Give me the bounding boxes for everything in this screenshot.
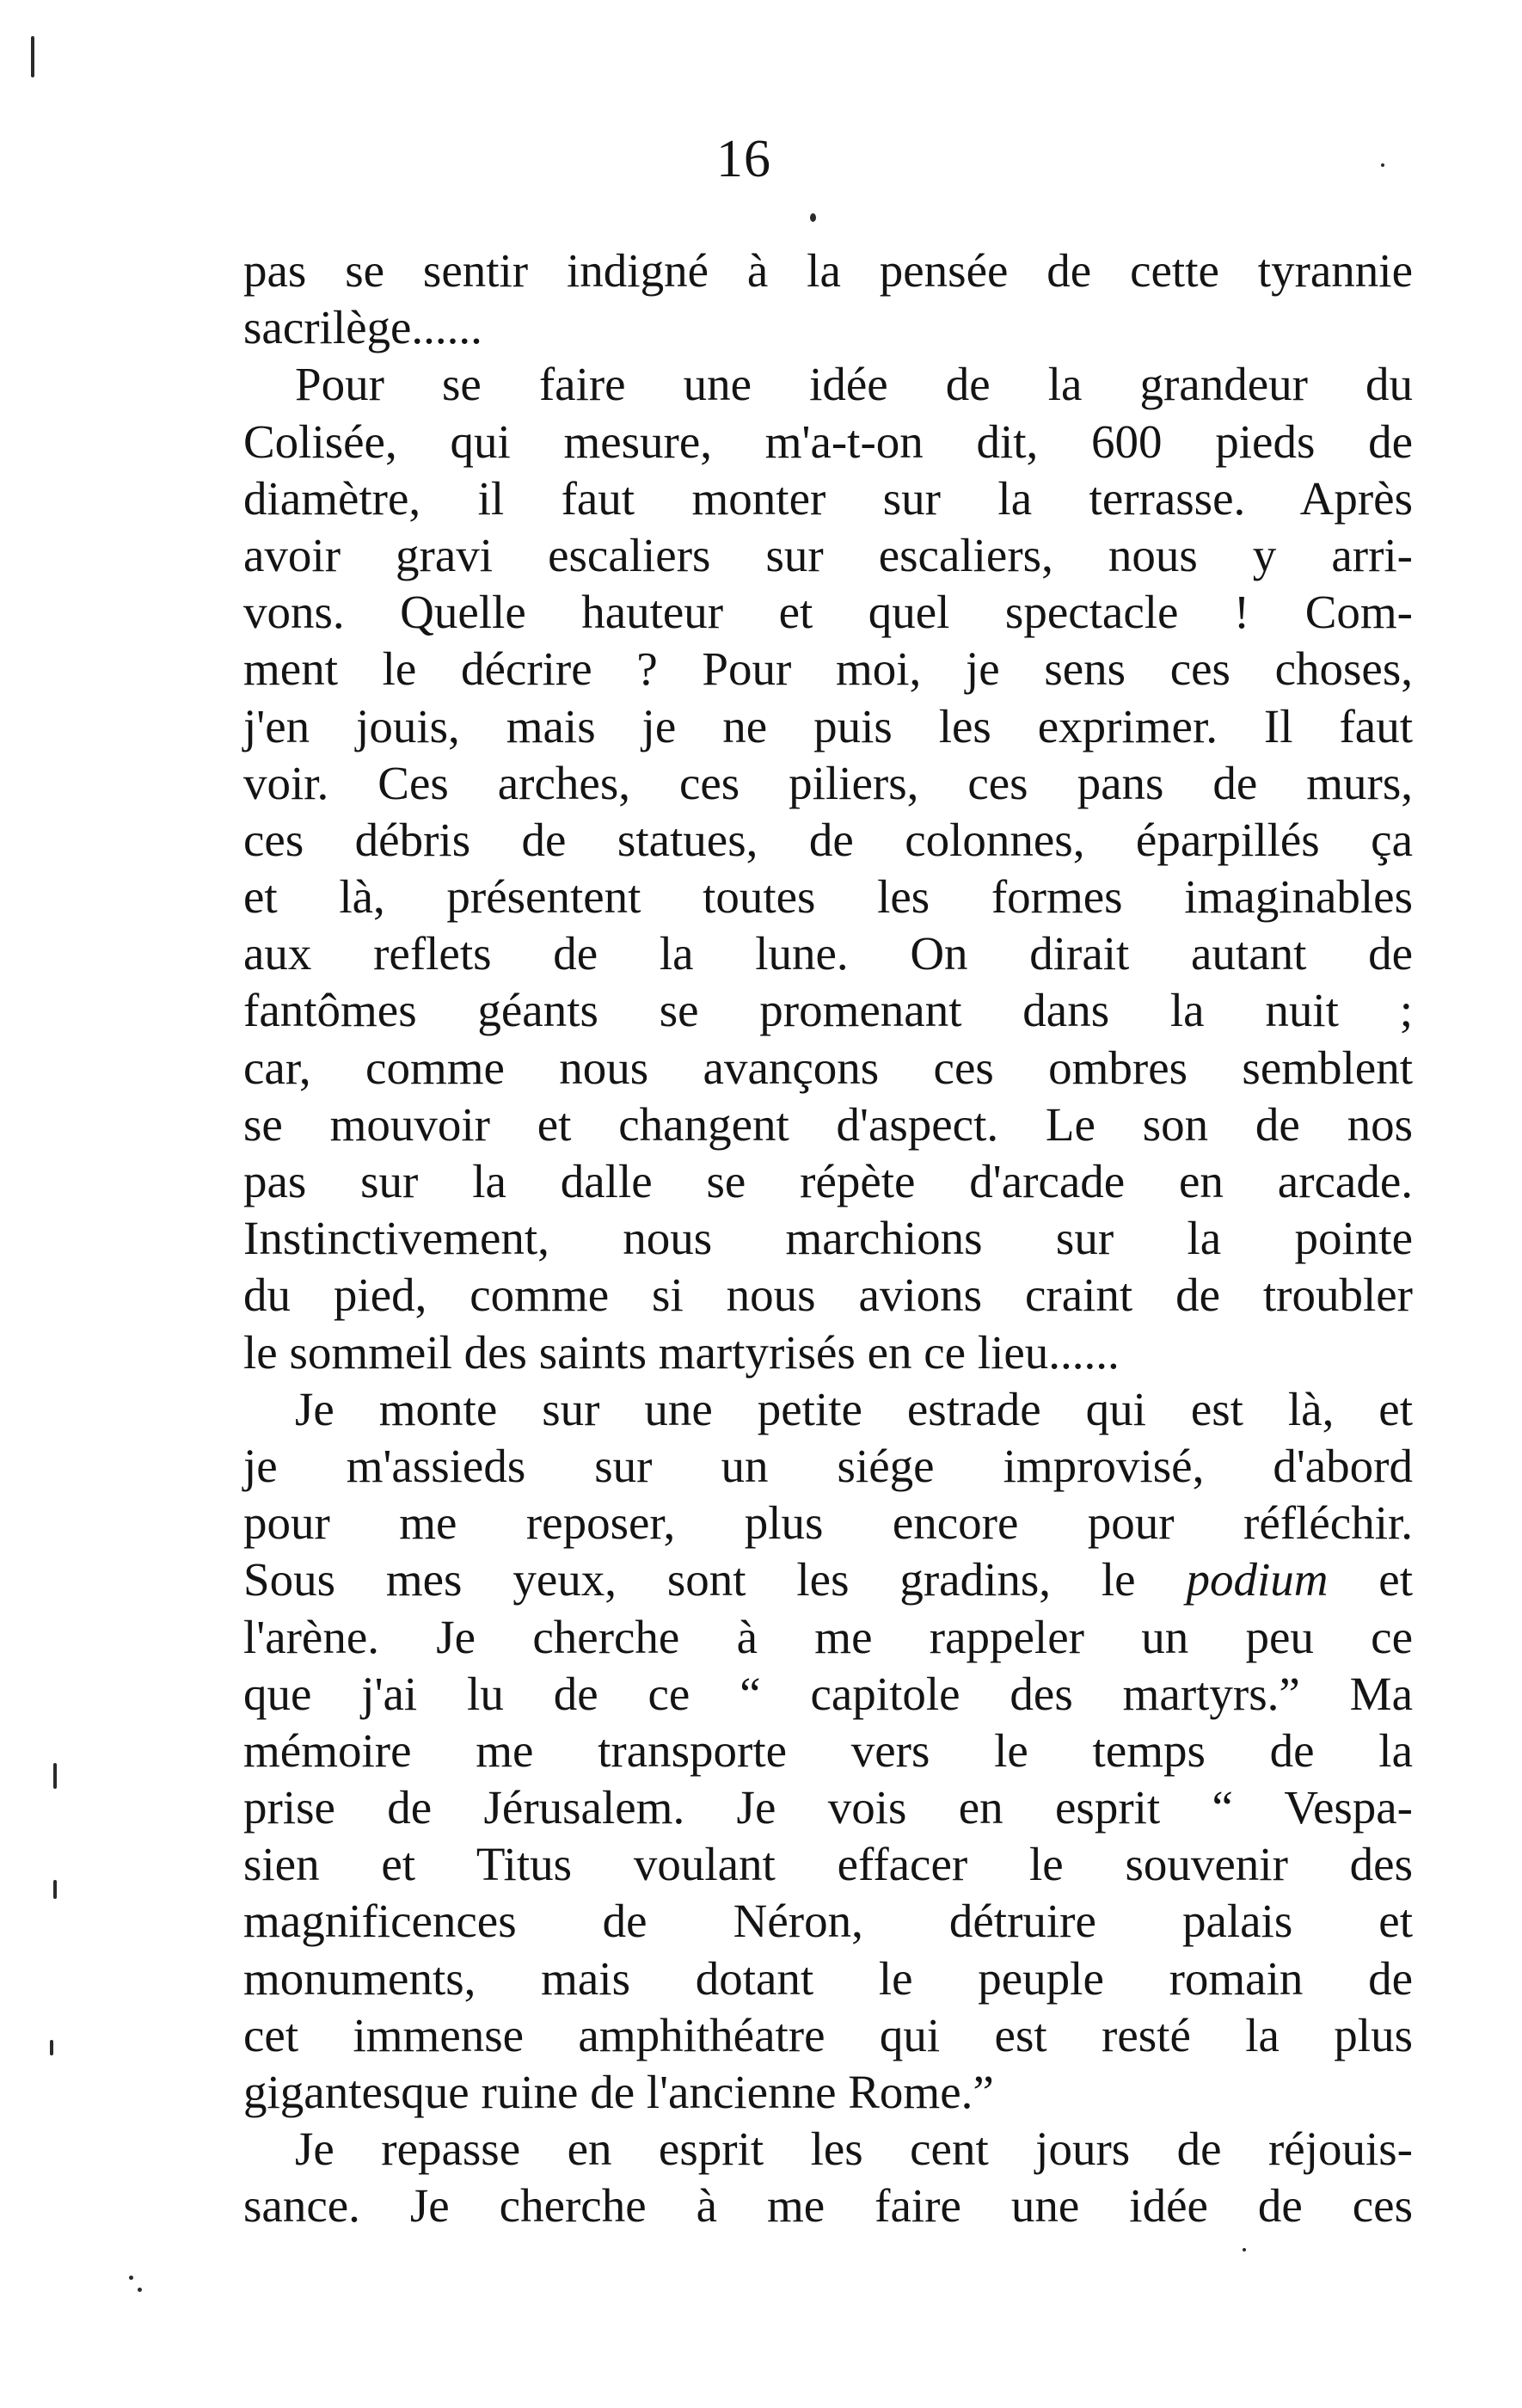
text-line: du pied, comme si nous avions craint de troubler — [243, 1268, 1413, 1322]
page-number: 16 — [716, 130, 771, 188]
text-line: prise de Jérusalem. Je vois en esprit “ Vespa- — [243, 1781, 1413, 1834]
body-text — [243, 243, 1413, 2235]
scan-speck — [1243, 2248, 1246, 2251]
text-line — [243, 1551, 1413, 1608]
text-line: pas se sentir indigné à la pensée de cette tyrannie — [243, 244, 1413, 297]
text-line: ces débris de statues, de colonnes, éparpillés ça — [243, 813, 1413, 866]
scan-speck — [53, 1763, 57, 1789]
text-line: je m'assieds sur un siége improvisé, d'abord — [243, 1439, 1413, 1492]
scan-speck — [810, 213, 816, 222]
text-line: cet immense amphithéatre qui est resté la plus — [243, 2008, 1413, 2061]
text-line: sance. Je cherche à me faire une idée de ces — [243, 2179, 1413, 2233]
text-line: mémoire me transporte vers le temps de la — [243, 1723, 1413, 1777]
scan-speck — [129, 2276, 133, 2280]
text-line: sien et Titus voulant effacer le souvenir des — [243, 1838, 1413, 1891]
scan-speck — [31, 36, 34, 77]
text-line: monuments, mais dotant le peuple romain de — [243, 1951, 1413, 2005]
text-line: avoir gravi escaliers sur escaliers, nous y arri- — [243, 528, 1413, 581]
text-line: magnificences de Néron, détruire palais et — [243, 1895, 1413, 1948]
text-line: ment le décrire ? Pour moi, je sens ces choses, — [243, 642, 1413, 696]
text-line: Colisée, qui mesure, m'a-t-on dit, 600 pieds de — [243, 415, 1413, 468]
text-line: vons. Quelle hauteur et quel spectacle ! Com- — [243, 586, 1413, 639]
text-line: gigantesque ruine de l'ancienne Rome.” — [243, 2066, 994, 2118]
text-segment: Sous mes yeux, sont les gradins, le — [243, 1553, 1187, 1606]
text-line: Je repasse en esprit les cent jours de réjouis- — [295, 2122, 1413, 2176]
text-line: car, comme nous avançons ces ombres semblent — [243, 1041, 1413, 1094]
text-line: pas sur la dalle se répète d'arcade en arcade. — [243, 1155, 1413, 1207]
text-line: et là, présentent toutes les formes imaginables — [243, 870, 1413, 924]
italic-term: podium — [1186, 1553, 1329, 1606]
scan-speck — [138, 2288, 142, 2292]
text-line: Je monte sur une petite estrade qui est là, et — [295, 1382, 1413, 1435]
text-line: aux reflets de la lune. On dirait autant de — [243, 927, 1413, 980]
text-line: diamètre, il faut monter sur la terrasse. Après — [243, 471, 1413, 525]
scan-speck — [53, 1880, 57, 1899]
text-line: sacrilège...... — [243, 301, 482, 354]
text-line: fantômes géants se promenant dans la nuit ; — [243, 984, 1413, 1037]
text-line: voir. Ces arches, ces piliers, ces pans de murs, — [243, 756, 1413, 809]
text-line: se mouvoir et changent d'aspect. Le son de nos — [243, 1097, 1413, 1151]
text-line: pour me reposer, plus encore pour réfléchir. — [243, 1496, 1413, 1550]
text-line: que j'ai lu de ce “ capitole des martyrs.” Ma — [243, 1667, 1413, 1720]
text-line: Pour se faire une idée de la grandeur du — [295, 358, 1413, 411]
text-line: l'arène. Je cherche à me rappeler un peu ce — [243, 1610, 1413, 1663]
scan-speck — [50, 2040, 53, 2055]
scan-speck — [1381, 163, 1384, 167]
text-line: j'en jouis, mais je ne puis les exprimer. Il faut — [243, 699, 1413, 752]
text-segment: et — [1328, 1553, 1413, 1606]
text-line: Instinctivement, nous marchions sur la pointe — [243, 1212, 1413, 1265]
text-line: le sommeil des saints martyrisés en ce lieu...... — [243, 1325, 1120, 1379]
